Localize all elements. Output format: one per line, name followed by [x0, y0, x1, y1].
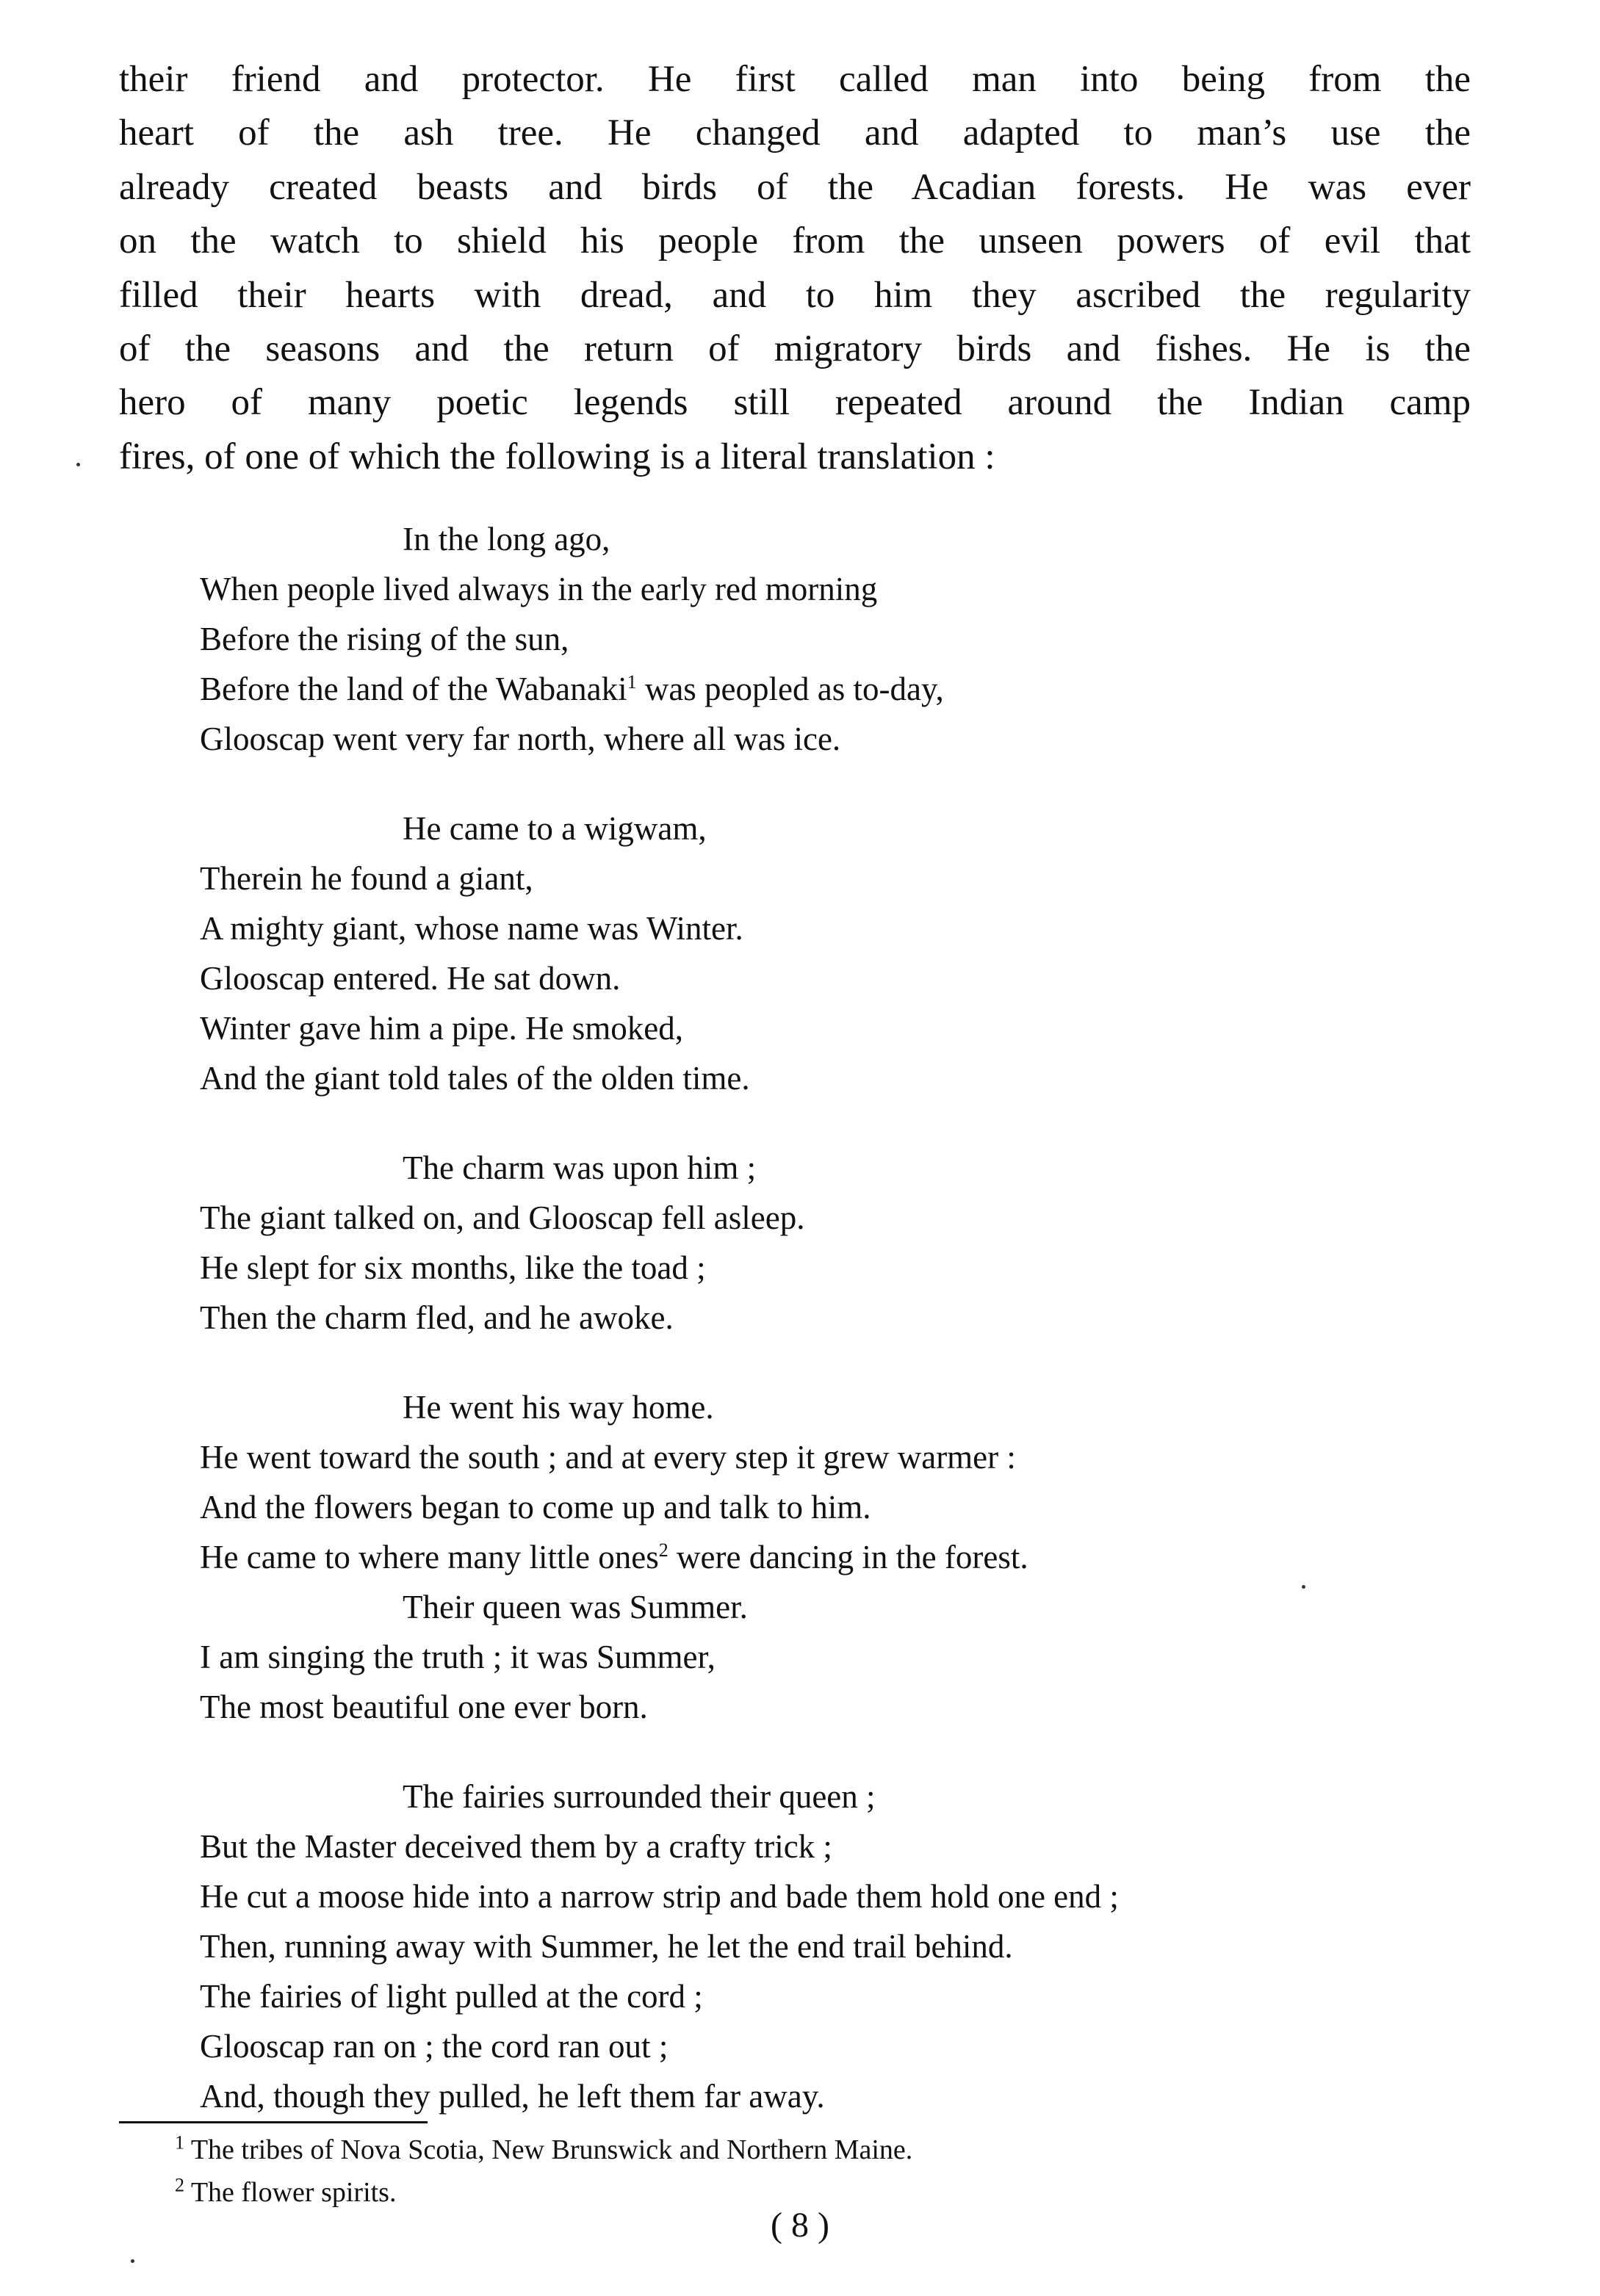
footnote-1 — [175, 2129, 1424, 2171]
verse-line: He went toward the south ; and at every step it grew warmer : — [200, 1439, 1016, 1476]
verse-line: The most beautiful one ever born. — [200, 1689, 648, 1725]
verse-line: I am singing the truth ; it was Summer, — [200, 1639, 716, 1675]
stanza-4 — [200, 1382, 1493, 1732]
verse-line: Winter gave him a pipe. He smoked, — [200, 1010, 683, 1047]
verse-line: A mighty giant, whose name was Winter. — [200, 910, 743, 947]
footnote-ref-1: 1 — [627, 671, 637, 693]
verse-line: He cut a moose hide into a narrow strip and bade them hold one end ; — [200, 1878, 1119, 1915]
ink-speck — [1302, 1585, 1305, 1589]
verse-text-tail: were dancing in the forest. — [668, 1539, 1028, 1575]
verse-line: When people lived always in the early red morning — [200, 571, 878, 607]
verse-line: He went his way home. — [403, 1389, 714, 1426]
verse-line: And the giant told tales of the olden time. — [200, 1060, 750, 1097]
verse-line: He came to a wigwam, — [403, 810, 707, 847]
verse-line: The fairies of light pulled at the cord ; — [200, 1978, 703, 2015]
verse-text-tail: was peopled as to-day, — [636, 671, 944, 707]
verse-line: The charm was upon him ; — [403, 1149, 757, 1186]
footnotes — [175, 2129, 1424, 2214]
prose-line: on the watch to shield his people from the unseen powers of evil that — [119, 220, 1471, 262]
footnote-text: The tribes of Nova Scotia, New Brunswick and Northern Maine. — [184, 2134, 913, 2165]
prose-line: filled their hearts with dread, and to him they ascribed the regularity — [119, 274, 1471, 316]
prose-line: heart of the ash tree. He changed and adapted to man’s use the — [119, 112, 1471, 154]
verse-line: But the Master deceived them by a crafty trick ; — [200, 1828, 832, 1865]
stanza-3 — [200, 1143, 1493, 1343]
verse-line: The giant talked on, and Glooscap fell asleep. — [200, 1199, 805, 1236]
verse-line: Their queen was Summer. — [403, 1589, 748, 1625]
footnote-divider — [119, 2121, 428, 2123]
verse-line: And the flowers began to come up and talk to him. — [200, 1489, 871, 1526]
verse-text: He came to where many little ones — [200, 1539, 659, 1575]
prose-line: their friend and protector. He first called man into being from the — [119, 59, 1471, 100]
verse-line: And, though they pulled, he left them far away. — [200, 2078, 825, 2115]
stanza-1 — [200, 514, 1493, 764]
footnote-ref-2: 2 — [658, 1539, 669, 1561]
footnote-mark: 1 — [175, 2131, 184, 2154]
prose-line: hero of many poetic legends still repeated around the Indian camp — [119, 382, 1471, 424]
verse-line: He slept for six months, like the toad ; — [200, 1249, 706, 1286]
footnote-text: The flower spirits. — [184, 2177, 397, 2208]
verse-line: Glooscap ran on ; the cord ran out ; — [200, 2028, 669, 2065]
prose-line: fires, of one of which the following is a literal translation : — [119, 436, 995, 477]
prose-line: of the seasons and the return of migratory birds and fishes. He is the — [119, 328, 1471, 369]
stanza-5 — [200, 1772, 1493, 2121]
verse-line-with-footnote — [200, 1532, 1493, 1582]
stanza-2 — [200, 804, 1493, 1103]
verse-line: Before the rising of the sun, — [200, 621, 569, 657]
prose-paragraph — [119, 53, 1471, 484]
verse-line: Glooscap entered. He sat down. — [200, 960, 621, 997]
verse-line: Then the charm fled, and he awoke. — [200, 1299, 674, 1336]
verse-line: In the long ago, — [403, 521, 610, 557]
ink-speck — [131, 2259, 134, 2263]
poem — [200, 514, 1493, 2161]
verse-line: Then, running away with Summer, he let the end trail behind. — [200, 1928, 1013, 1965]
verse-line-with-footnote — [200, 664, 1493, 714]
verse-text: Before the land of the Wabanaki — [200, 671, 627, 707]
verse-line: Glooscap went very far north, where all was ice. — [200, 721, 841, 757]
ink-speck — [76, 463, 80, 466]
page-number: ( 8 ) — [771, 2206, 829, 2245]
verse-line: Therein he found a giant, — [200, 860, 533, 897]
prose-line: already created beasts and birds of the Acadian forests. He was ever — [119, 166, 1471, 208]
footnote-mark: 2 — [175, 2174, 184, 2196]
verse-line: The fairies surrounded their queen ; — [403, 1778, 876, 1815]
